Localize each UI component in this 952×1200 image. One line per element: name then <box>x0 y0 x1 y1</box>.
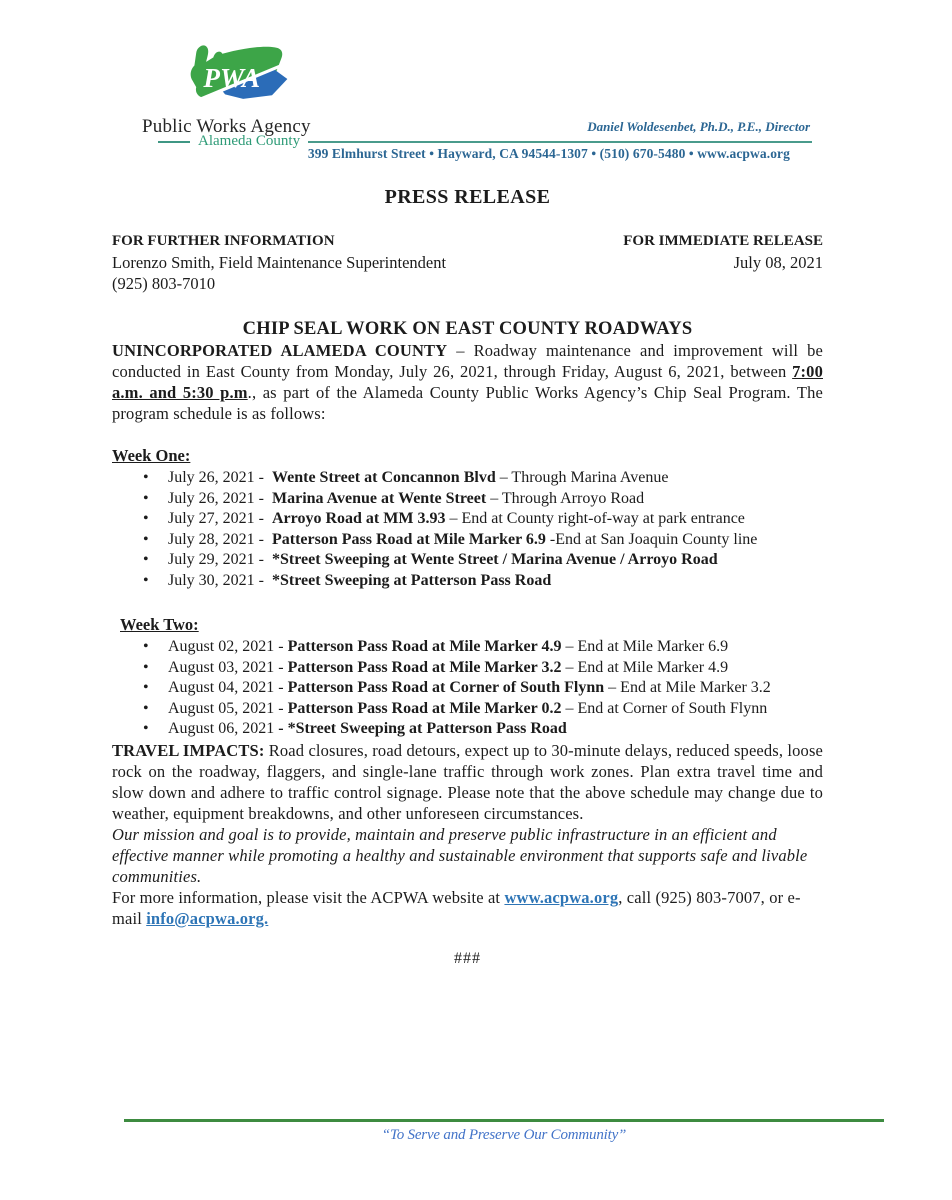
website-link[interactable]: www.acpwa.org <box>504 887 619 907</box>
item-detail: – End at Mile Marker 3.2 <box>604 679 771 696</box>
item-date: August 04, 2021 - <box>168 679 288 696</box>
week-one-list <box>112 468 823 591</box>
schedule-item <box>112 571 823 592</box>
item-road: Arroyo Road at MM 3.93 <box>272 510 446 527</box>
item-detail: – Through Marina Avenue <box>495 469 669 486</box>
mission-paragraph: Our mission and goal is to provide, maintain and preserve public infrastructure in an efficient and effective manner while promoting a healthy and sustainable environment that supports safe and livable communities. <box>112 824 808 886</box>
schedule-item <box>112 489 823 510</box>
item-road: Patterson Pass Road at Mile Marker 0.2 <box>287 699 562 717</box>
schedule-item <box>112 509 823 530</box>
schedule-item <box>112 658 823 679</box>
item-date: July 28, 2021 - <box>168 530 268 548</box>
pwa-logo-acronym: PWA <box>203 63 261 94</box>
schedule-item <box>112 637 823 658</box>
press-release-title: PRESS RELEASE <box>384 186 551 208</box>
more-info-text-2: , call (925) 803-7007, or e-mail <box>112 887 801 928</box>
item-date: August 06, 2021 <box>168 720 279 737</box>
email-link[interactable]: info@acpwa.org. <box>146 908 269 928</box>
contact-info <box>112 231 446 294</box>
info-block <box>112 231 823 294</box>
intro-lead: UNINCORPORATED ALAMEDA COUNTY <box>112 341 448 360</box>
travel-impacts-paragraph <box>112 740 823 824</box>
schedule-item <box>112 550 823 571</box>
item-detail: – End at Mile Marker 4.9 <box>561 658 729 676</box>
item-date: July 29, 2021 - <box>168 551 268 568</box>
item-date: August 02, 2021 - <box>168 638 288 655</box>
county-name: Alameda County <box>198 133 301 149</box>
week-two-list <box>112 637 823 740</box>
intro-text-1: – Roadway maintenance and improvement will be conducted in East County from Monday, July 26, 2021, through Friday, August 6, 2021, between <box>112 341 824 381</box>
for-immediate-release-label: FOR IMMEDIATE RELEASE <box>623 233 823 249</box>
release-info <box>623 231 823 294</box>
item-road: Marina Avenue at Wente Street <box>272 489 487 507</box>
item-date: July 26, 2021 - <box>168 469 268 486</box>
intro-text-2: ., as part of the Alameda County Public Works Agency’s Chip Seal Program. The program schedule is as follows: <box>112 383 823 423</box>
item-date: July 26, 2021 - <box>168 489 268 507</box>
item-detail: – Through Arroyo Road <box>486 489 645 507</box>
intro-time-range: 7:00 a.m. and 5:30 p.m <box>112 362 823 402</box>
item-date: August 05, 2021 - <box>168 699 288 717</box>
item-detail: – End at Mile Marker 6.9 <box>561 638 729 655</box>
for-further-information-label: FOR FURTHER INFORMATION <box>112 233 335 249</box>
item-date: August 03, 2021 - <box>168 658 288 676</box>
item-road: - *Street Sweeping at Patterson Pass Road <box>278 720 567 737</box>
director-line: Daniel Woldesenbet, Ph.D., P.E., Director <box>587 119 810 134</box>
footer-rule <box>124 1119 884 1122</box>
item-road: Patterson Pass Road at Mile Marker 4.9 <box>287 638 562 655</box>
schedule-item <box>112 468 823 489</box>
schedule-item <box>112 530 823 551</box>
schedule-item <box>112 699 823 720</box>
item-date: July 30, 2021 - <box>168 571 268 589</box>
week-two-heading: Week Two: <box>120 615 199 634</box>
headline: CHIP SEAL WORK ON EAST COUNTY ROADWAYS <box>242 319 693 339</box>
letterhead <box>0 0 952 170</box>
schedule-item <box>112 719 823 740</box>
intro-paragraph <box>112 340 823 424</box>
contact-phone: (925) 803-7010 <box>112 274 216 293</box>
item-road: Patterson Pass Road at Mile Marker 3.2 <box>287 658 562 676</box>
item-road: *Street Sweeping at Patterson Pass Road <box>272 571 552 589</box>
release-date: July 08, 2021 <box>733 253 823 272</box>
org-name: Public Works Agency <box>142 116 311 137</box>
item-date: July 27, 2021 - <box>168 510 268 527</box>
header-address: 399 Elmhurst Street • Hayward, CA 94544-1307 • (510) 670-5480 • www.acpwa.org <box>307 146 790 161</box>
item-road: Patterson Pass Road at Mile Marker 6.9 <box>272 530 546 548</box>
travel-impacts-lead: TRAVEL IMPACTS: <box>112 740 265 760</box>
more-info-paragraph <box>112 887 823 929</box>
item-road: Patterson Pass Road at Corner of South Flynn <box>287 679 605 696</box>
week-one-heading: Week One: <box>112 446 191 465</box>
pwa-logo <box>142 42 310 138</box>
item-detail: – End at County right-of-way at park entrance <box>445 510 745 527</box>
contact-name: Lorenzo Smith, Field Maintenance Superintendent <box>112 253 447 272</box>
pwa-logo-graphic <box>158 42 294 116</box>
schedule-item <box>112 678 823 699</box>
item-detail: -End at San Joaquin County line <box>545 530 758 548</box>
press-release-body <box>112 186 823 968</box>
item-road: Wente Street at Concannon Blvd <box>272 469 496 486</box>
end-mark: ### <box>454 949 481 967</box>
more-info-text-1: For more information, please visit the ACPWA website at <box>112 887 505 907</box>
footer-motto: “To Serve and Preserve Our Community” <box>381 1127 627 1143</box>
travel-impacts-text: Road closures, road detours, expect up to 30-minute delays, reduced speeds, loose rock on the roadway, flaggers, and single-lane traffic through work zones. Plan extra travel time and slow down and adhere to traffic control signage. Please note that the above schedule may change due to weather, equipment breakdowns, and other unforeseen circumstances. <box>112 740 823 823</box>
item-detail: – End at Corner of South Flynn <box>561 699 768 717</box>
item-road: *Street Sweeping at Wente Street / Marina Avenue / Arroyo Road <box>272 551 718 568</box>
